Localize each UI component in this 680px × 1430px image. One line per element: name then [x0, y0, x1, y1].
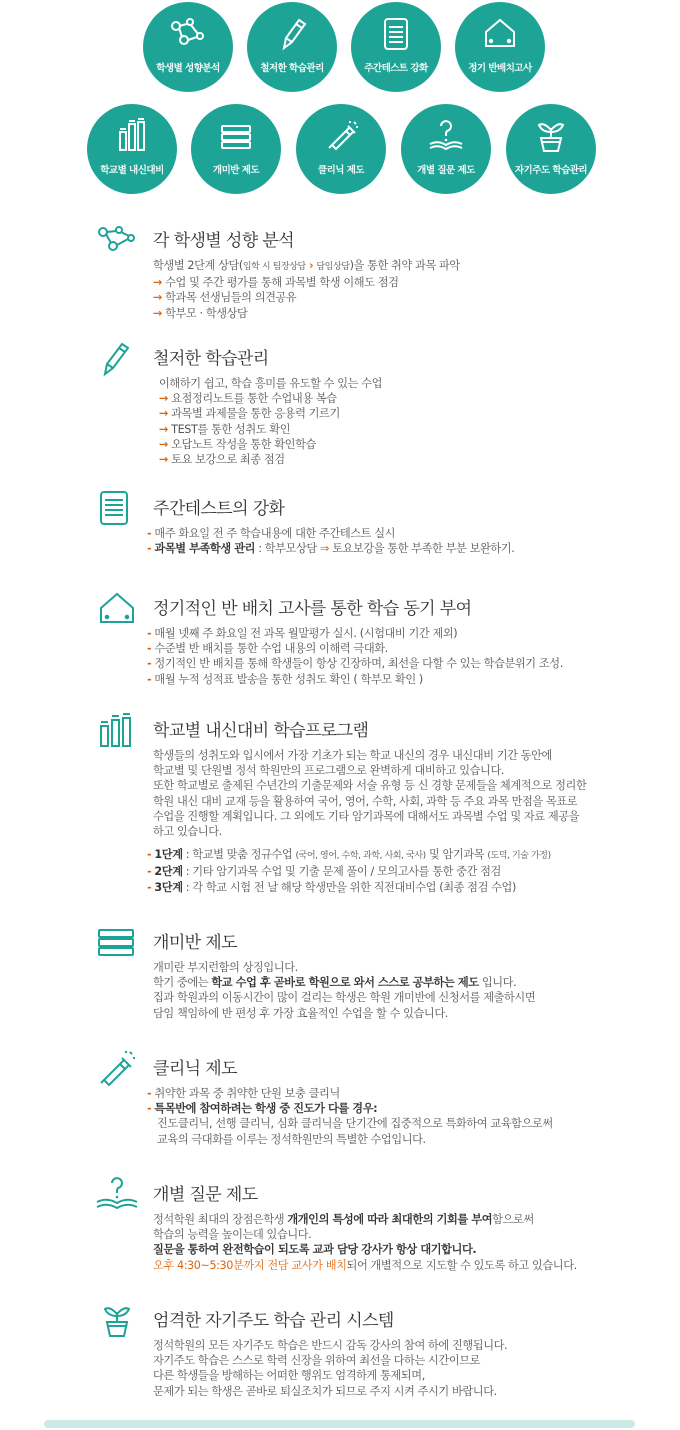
question-book-icon: [95, 1176, 139, 1212]
hanging-sign-icon: [95, 590, 139, 626]
feature-circle-questions[interactable]: [401, 104, 491, 194]
books-icon: [95, 924, 139, 960]
section-body: 정석학원의 모든 자기주도 학습은 반드시 감독 강사의 참여 하에 진행됩니다. 자기주도 학습은 스스로 학력 신장을 위하여 최선을 다하는 시간이므로 다른 학생들을 방해하는 어떠한 행위도 엄격하게 통제되며, 문제가 되는 학생은 곧바로 퇴실조치가 되므로 주지 시켜 주시기 바랍니다.: [153, 1339, 508, 1398]
section-title: 클리닉 제도: [153, 1059, 237, 1079]
section-title: 개별 질문 제도: [153, 1185, 258, 1205]
circle-label: 정기 반배치고사: [468, 63, 532, 74]
feature-circle-placement[interactable]: [455, 2, 545, 92]
section-title: 정기적인 반 배치 고사를 통한 학습 동기 부여: [153, 599, 472, 619]
circle-label: 학교별 내신대비: [100, 165, 164, 176]
section-body: 개미란 부지런함의 상징입니다. 학기 중에는 학교 수업 후 곧바로 학원으로 와서 스스로 공부하는 제도 입니다. 집과 학원과의 이동시간이 많이 걸리는 학생은 학원 개미반에 신청서를 제출하시면 담임 책임하에 반 편성 후 가장 효율적인 수업을 할 수 있습니다.: [153, 961, 536, 1020]
hanging-sign-icon: [455, 16, 545, 52]
circle-label: 학생별 성향분석: [156, 63, 220, 74]
section-body: 정석학원 최대의 장점은학생 개개인의 특성에 따라 최대한의 기회를 부여함으로써 학습의 능력을 높이는데 있습니다. 질문을 통하여 완전학습이 되도록 교과 담당 강사가 항상 대기합니다. 오후 4:30~5:30분까지 전담 교사가 배치되어 개별적으로 지도할 수 있도록 하고 있습니다.: [153, 1213, 577, 1272]
section-body: - 매월 넷째 주 화요일 전 과목 월말평가 실시. (시험대비 기간 제외) - 수준별 반 배치를 통한 수업 내용의 이해력 극대화. - 정기적인 반 배치를 통해 학생들이 항상 긴장하며, 최선을 다할 수 있는 학습분위기 조성. - 매월 누적 성적표 발송을 통한 성취도 확인 ( 학부모 확인 ): [147, 627, 563, 686]
network-icon: [95, 222, 139, 258]
feature-circle-clinic[interactable]: [296, 104, 386, 194]
circle-label: 개별 질문 제도: [417, 165, 475, 176]
network-icon: [143, 16, 233, 52]
section-title: 철저한 학습관리: [153, 349, 269, 369]
circle-label: 개미반 제도: [212, 165, 260, 176]
section-title: 엄격한 자기주도 학습 관리 시스템: [153, 1311, 394, 1331]
section-title: 개미반 제도: [153, 933, 237, 953]
section-body: - 매주 화요일 전 주 학습내용에 대한 주간테스트 실시 - 과목별 부족학생 관리 : 학부모상담 ⇒ 토요보강을 통한 부족한 부분 보완하기.: [147, 527, 515, 556]
feature-circle-weekly-test[interactable]: [351, 2, 441, 92]
section-title: 각 학생별 성향 분석: [153, 231, 294, 251]
notepad-icon: [351, 16, 441, 52]
circle-label: 철저한 학습관리: [260, 63, 324, 74]
section-title: 주간테스트의 강화: [153, 499, 285, 519]
circle-label: 자기주도 학습관리: [514, 165, 588, 176]
notepad-icon: [95, 490, 139, 526]
pencil-icon: [95, 340, 139, 376]
feature-circle-self-study[interactable]: [506, 104, 596, 194]
circle-label: 클리닉 제도: [317, 165, 365, 176]
plant-icon: [95, 1302, 139, 1338]
feature-circle-school-prep[interactable]: [87, 104, 177, 194]
section-title: 학교별 내신대비 학습프로그램: [153, 721, 369, 741]
section-body: 이해하기 쉽고, 학습 흥미를 유도할 수 있는 수업 → 요점정리노트를 통한 수업내용 복습 → 과목별 과제물을 통한 응용력 기르기 → TEST를 통한 성취도 확인 → 오답노트 작성을 통한 확인학습 → 토요 보강으로 최종 점검: [159, 377, 382, 467]
bars-icon: [95, 712, 139, 748]
section-body: - 취약한 과목 중 취약한 단원 보충 클리닉 - 특목반에 참여하려는 학생 중 진도가 다를 경우: 진도클리닉, 선행 클리닉, 심화 클리닉을 단기간에 집중적으로 특화하여 교육함으로써 교육의 극대화를 이루는 정석학원만의 특별한 수업입니다.: [147, 1087, 553, 1146]
bottom-divider: [44, 1420, 635, 1428]
section-body: 학생들의 성취도와 입시에서 가장 기초가 되는 학교 내신의 경우 내신대비 기간 동안에 학교별 및 단원별 정석 학원만의 프로그램으로 완벽하게 대비하고 있습니다. 또한 학교별로 출제된 수년간의 기출문제와 서술 유형 등 신 경향 문제들을 체계적으로 정리한 학원 내신 대비 교재 등을 활용하여 국어, 영어, 수학, 사회, 과학 등 주요 과목 만점을 목표로 수업을 진행할 계획입니다. 그 외에도 기타 암기과목에 대해서도 과목별 수업 및 자료 제공을 하고 있습니다. - 1단계 : 학교별 맞춤 정규수업 (국어, 영어, 수학, 과학, 사회, 국사) 및 암기과목 (도덕, 기술 가정) - 2단계 : 기타 암기과목 수업 및 기출 문제 풀이 / 모의고사를 통한 중간 점검 - 3단계 : 각 학교 시험 전 날 해당 학생만을 위한 직전대비수업 (최종 점검 수업): [147, 749, 587, 894]
pencil-icon: [247, 16, 337, 52]
books-icon: [191, 118, 281, 154]
question-book-icon: [401, 118, 491, 154]
feature-circle-management[interactable]: [247, 2, 337, 92]
bars-icon: [87, 118, 177, 154]
syringe-icon: [95, 1050, 139, 1086]
section-body: 학생별 2단계 상담(입학 시 팀장상담 › 담임상담)을 통한 취약 과목 파악 → 수업 및 주간 평가를 통해 과목별 학생 이해도 점검 → 학과목 선생님들의 의견공유 → 학부모 · 학생상담: [153, 259, 460, 320]
circle-label: 주간테스트 강화: [364, 63, 428, 74]
feature-circle-analysis[interactable]: [143, 2, 233, 92]
plant-icon: [506, 118, 596, 154]
syringe-icon: [296, 118, 386, 154]
feature-circle-ant-class[interactable]: [191, 104, 281, 194]
